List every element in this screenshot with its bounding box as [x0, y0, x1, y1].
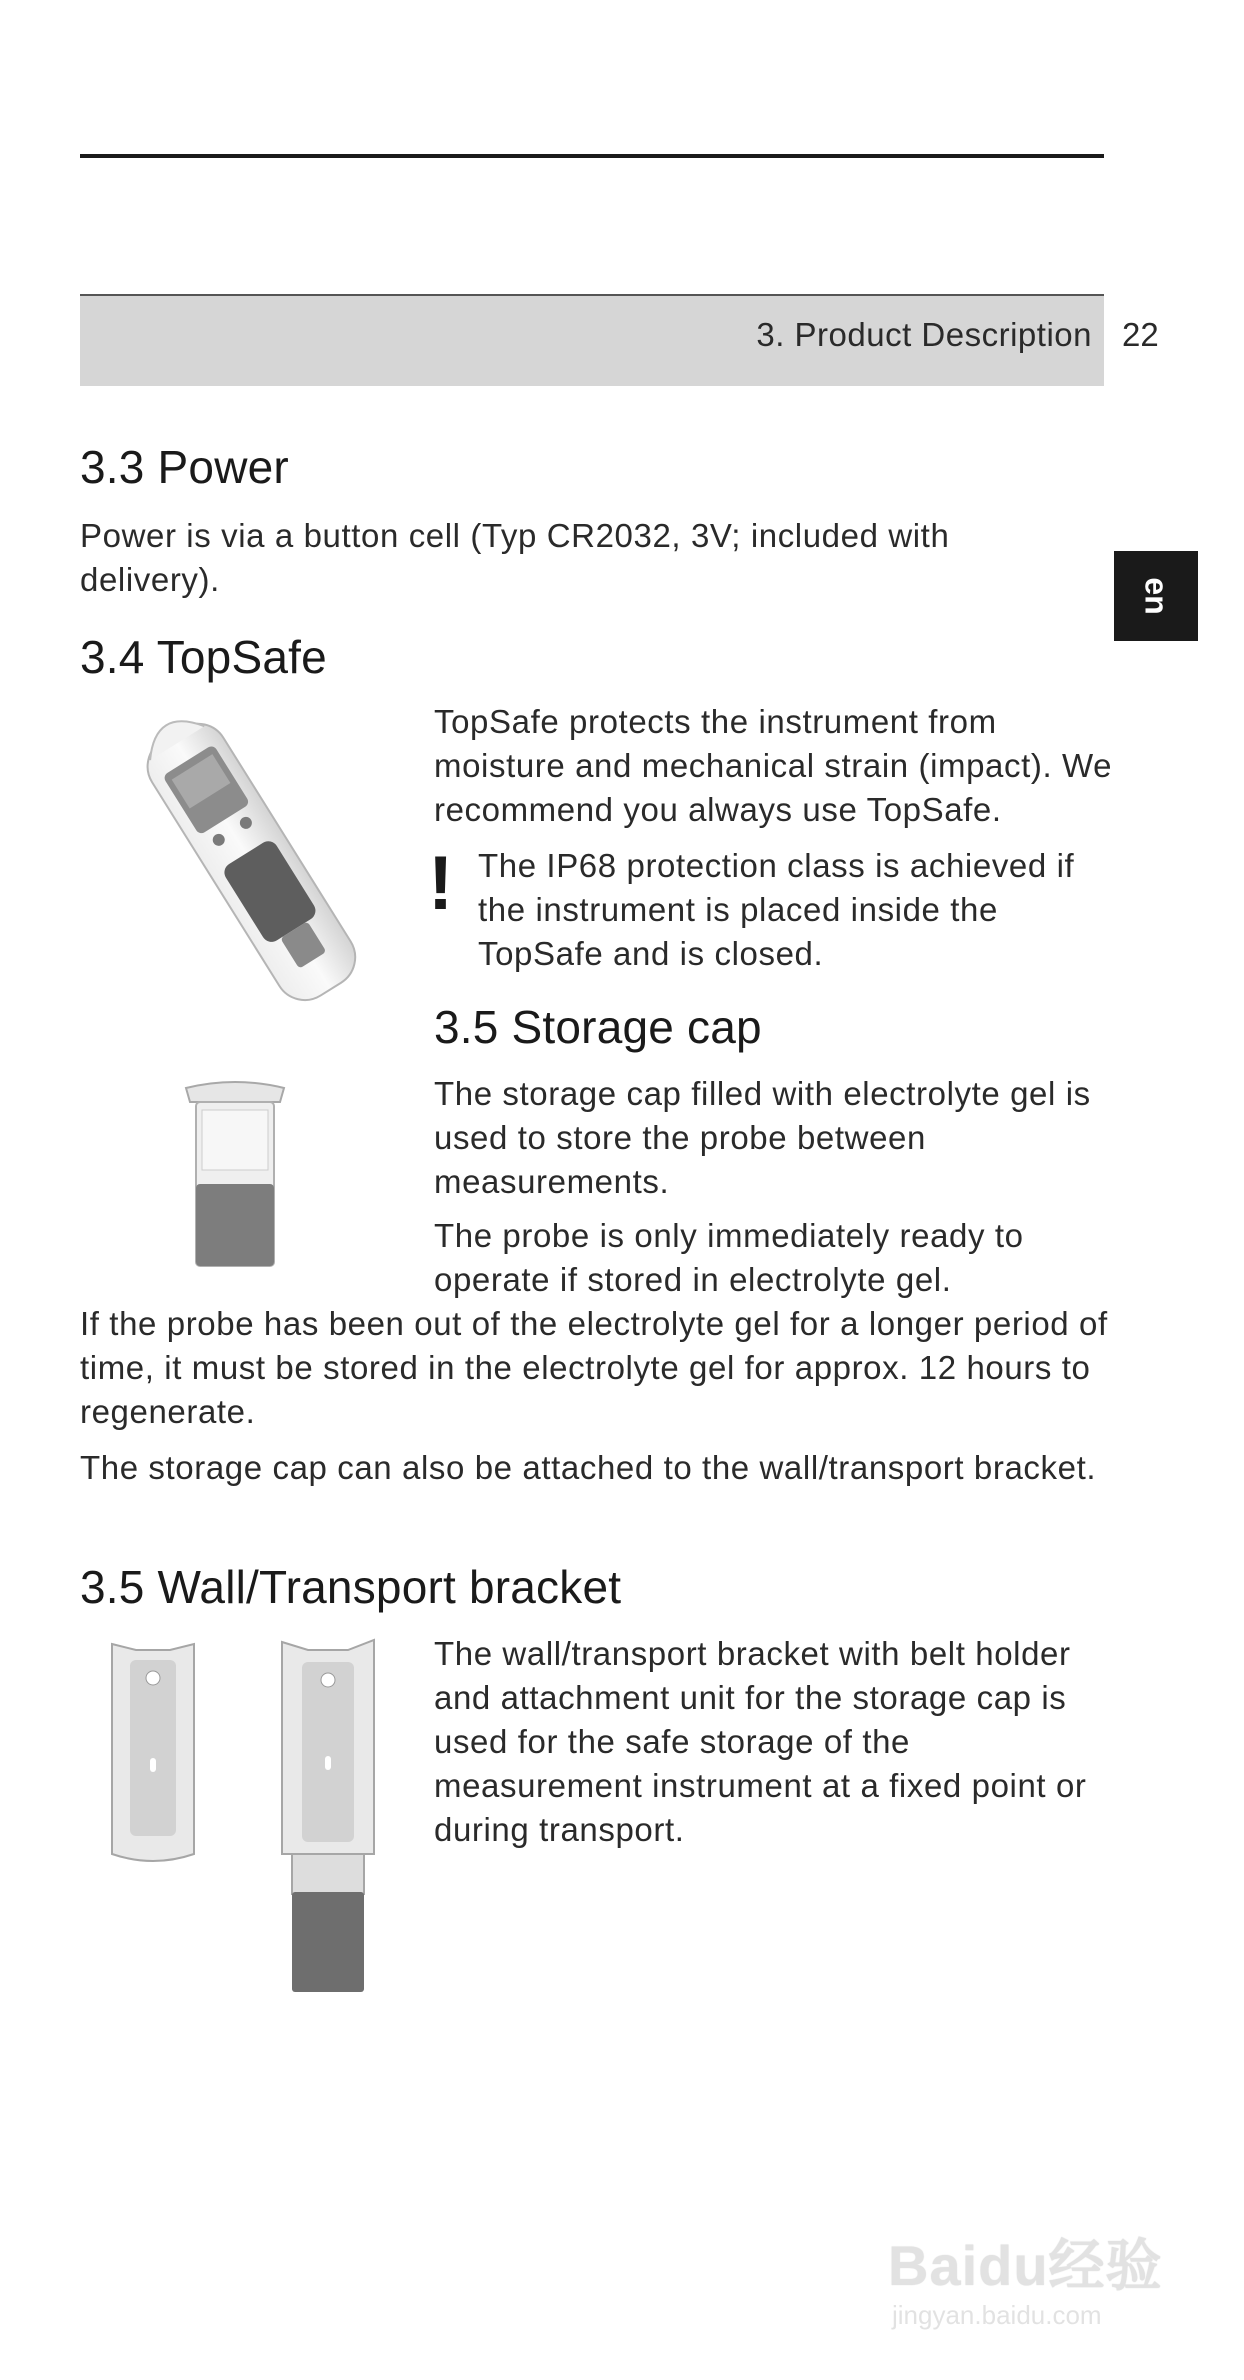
storage-cap-paragraph-2: The probe is only immediately ready to operate if stored in electrolyte gel.	[434, 1217, 1024, 1298]
storage-cap-paragraph-4: The storage cap can also be attached to the wall/transport bracket.	[80, 1449, 1097, 1486]
warning-exclamation-icon: !	[428, 841, 454, 926]
bracket-with-cap-image	[278, 1636, 378, 1994]
watermark-brand: Baidu经验	[888, 2234, 1163, 2297]
page-number: 22	[1122, 316, 1159, 353]
storage-cap-image	[180, 1080, 290, 1270]
top-rule	[80, 154, 1104, 158]
ip68-note: The IP68 protection class is achieved if the instrument is placed inside the TopSafe and is closed.	[478, 847, 1075, 972]
heading-power: 3.3 Power	[80, 441, 289, 493]
baidu-watermark	[880, 2200, 1180, 2340]
heading-wall-bracket: 3.5 Wall/Transport bracket	[80, 1561, 622, 1613]
wall-bracket-image	[108, 1640, 198, 1870]
storage-cap-paragraph-3: If the probe has been out of the electrolyte gel for a longer period of time, it must be stored in the electrolyte gel for approx. 12 hours to regenerate.	[80, 1305, 1108, 1430]
topsafe-device-image	[118, 704, 378, 1024]
heading-storage-cap: 3.5 Storage cap	[434, 1001, 762, 1053]
language-tab	[1114, 551, 1198, 641]
language-tab-label: en	[1138, 577, 1175, 615]
watermark-url: jingyan.baidu.com	[892, 2300, 1102, 2330]
power-paragraph: Power is via a button cell (Typ CR2032, 3V; included with delivery).	[80, 517, 950, 598]
storage-cap-paragraph-1: The storage cap filled with electrolyte gel is used to store the probe between measurements.	[434, 1075, 1091, 1200]
section-title: 3. Product Description	[756, 316, 1092, 353]
topsafe-paragraph: TopSafe protects the instrument from moisture and mechanical strain (impact). We recommend you always use TopSafe.	[434, 703, 1113, 828]
wall-bracket-paragraph: The wall/transport bracket with belt holder and attachment unit for the storage cap is used for the safe storage of the measurement instrument at a fixed point or during transport.	[434, 1635, 1087, 1848]
heading-topsafe: 3.4 TopSafe	[80, 631, 327, 683]
